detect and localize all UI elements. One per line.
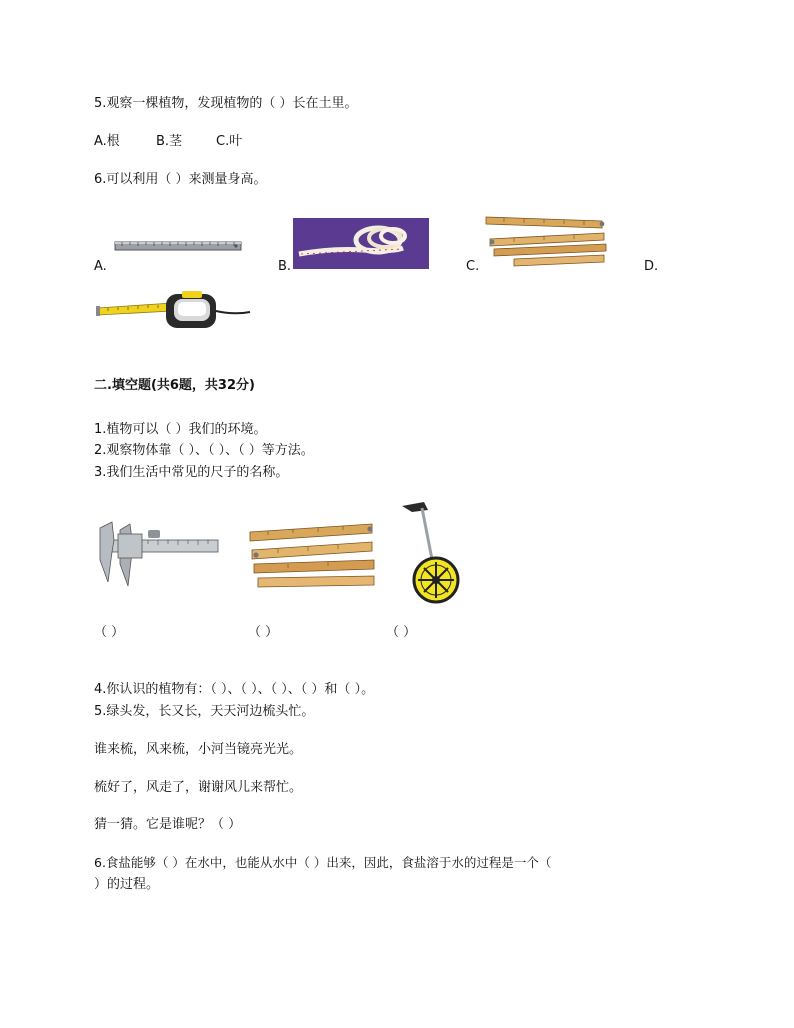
section-2-heading: 二.填空题(共6题，共32分) <box>94 378 255 393</box>
question-5-option-b[interactable]: B.茎 <box>156 134 183 149</box>
question-6-option-d[interactable]: D. <box>644 259 659 274</box>
question-6-option-b[interactable]: B. <box>278 259 292 274</box>
folding-ruler-image <box>484 211 608 269</box>
fill-question-6-line-2: ）的过程。 <box>94 877 160 892</box>
fill-question-5-line-3: 梳好了，风走了，谢谢风儿来帮忙。 <box>94 780 303 795</box>
fill-question-3-blank-1[interactable]: （ ） <box>94 625 125 640</box>
question-5-option-a[interactable]: A.根 <box>94 134 120 149</box>
question-5-option-c[interactable]: C.叶 <box>216 134 243 149</box>
fill-question-4: 4.你认识的植物有：（ ）、（ ）、（ ）、（ ）和（ ）。 <box>94 682 375 697</box>
fill-question-3-blank-2[interactable]: （ ） <box>248 625 279 640</box>
fill-question-3-blank-3[interactable]: （ ） <box>386 625 417 640</box>
fill-question-6-line-1: 6.食盐能够（ ）在水中，也能从水中（ ）出来，因此，食盐溶于水的过程是一个（ <box>94 855 552 870</box>
question-6-text: 6.可以利用（ ）来测量身高。 <box>94 172 267 187</box>
steel-ruler-image <box>114 239 242 253</box>
vernier-caliper-image <box>98 520 220 592</box>
fill-question-5-line-4: 猜一猜。它是谁呢？（ ） <box>94 817 242 832</box>
tape-measure-image <box>96 291 252 331</box>
folding-ruler-image-2 <box>248 520 376 596</box>
fill-question-5-line-1: 5.绿头发，长又长，天天河边梳头忙。 <box>94 704 315 719</box>
question-5-text: 5.观察一棵植物，发现植物的（ ）长在土里。 <box>94 96 358 111</box>
question-6-option-a[interactable]: A. <box>94 259 107 274</box>
fill-question-1: 1.植物可以（ ）我们的环境。 <box>94 422 267 437</box>
question-6-option-c[interactable]: C. <box>466 259 480 274</box>
soft-tape-measure-image <box>293 218 429 269</box>
fill-question-3: 3.我们生活中常见的尺子的名称。 <box>94 465 289 480</box>
measuring-wheel-image <box>398 500 462 608</box>
fill-question-2: 2.观察物体靠（ ）、（ ）、（ ）等方法。 <box>94 443 314 458</box>
fill-question-5-line-2: 谁来梳，风来梳，小河当镜亮光光。 <box>94 742 303 757</box>
